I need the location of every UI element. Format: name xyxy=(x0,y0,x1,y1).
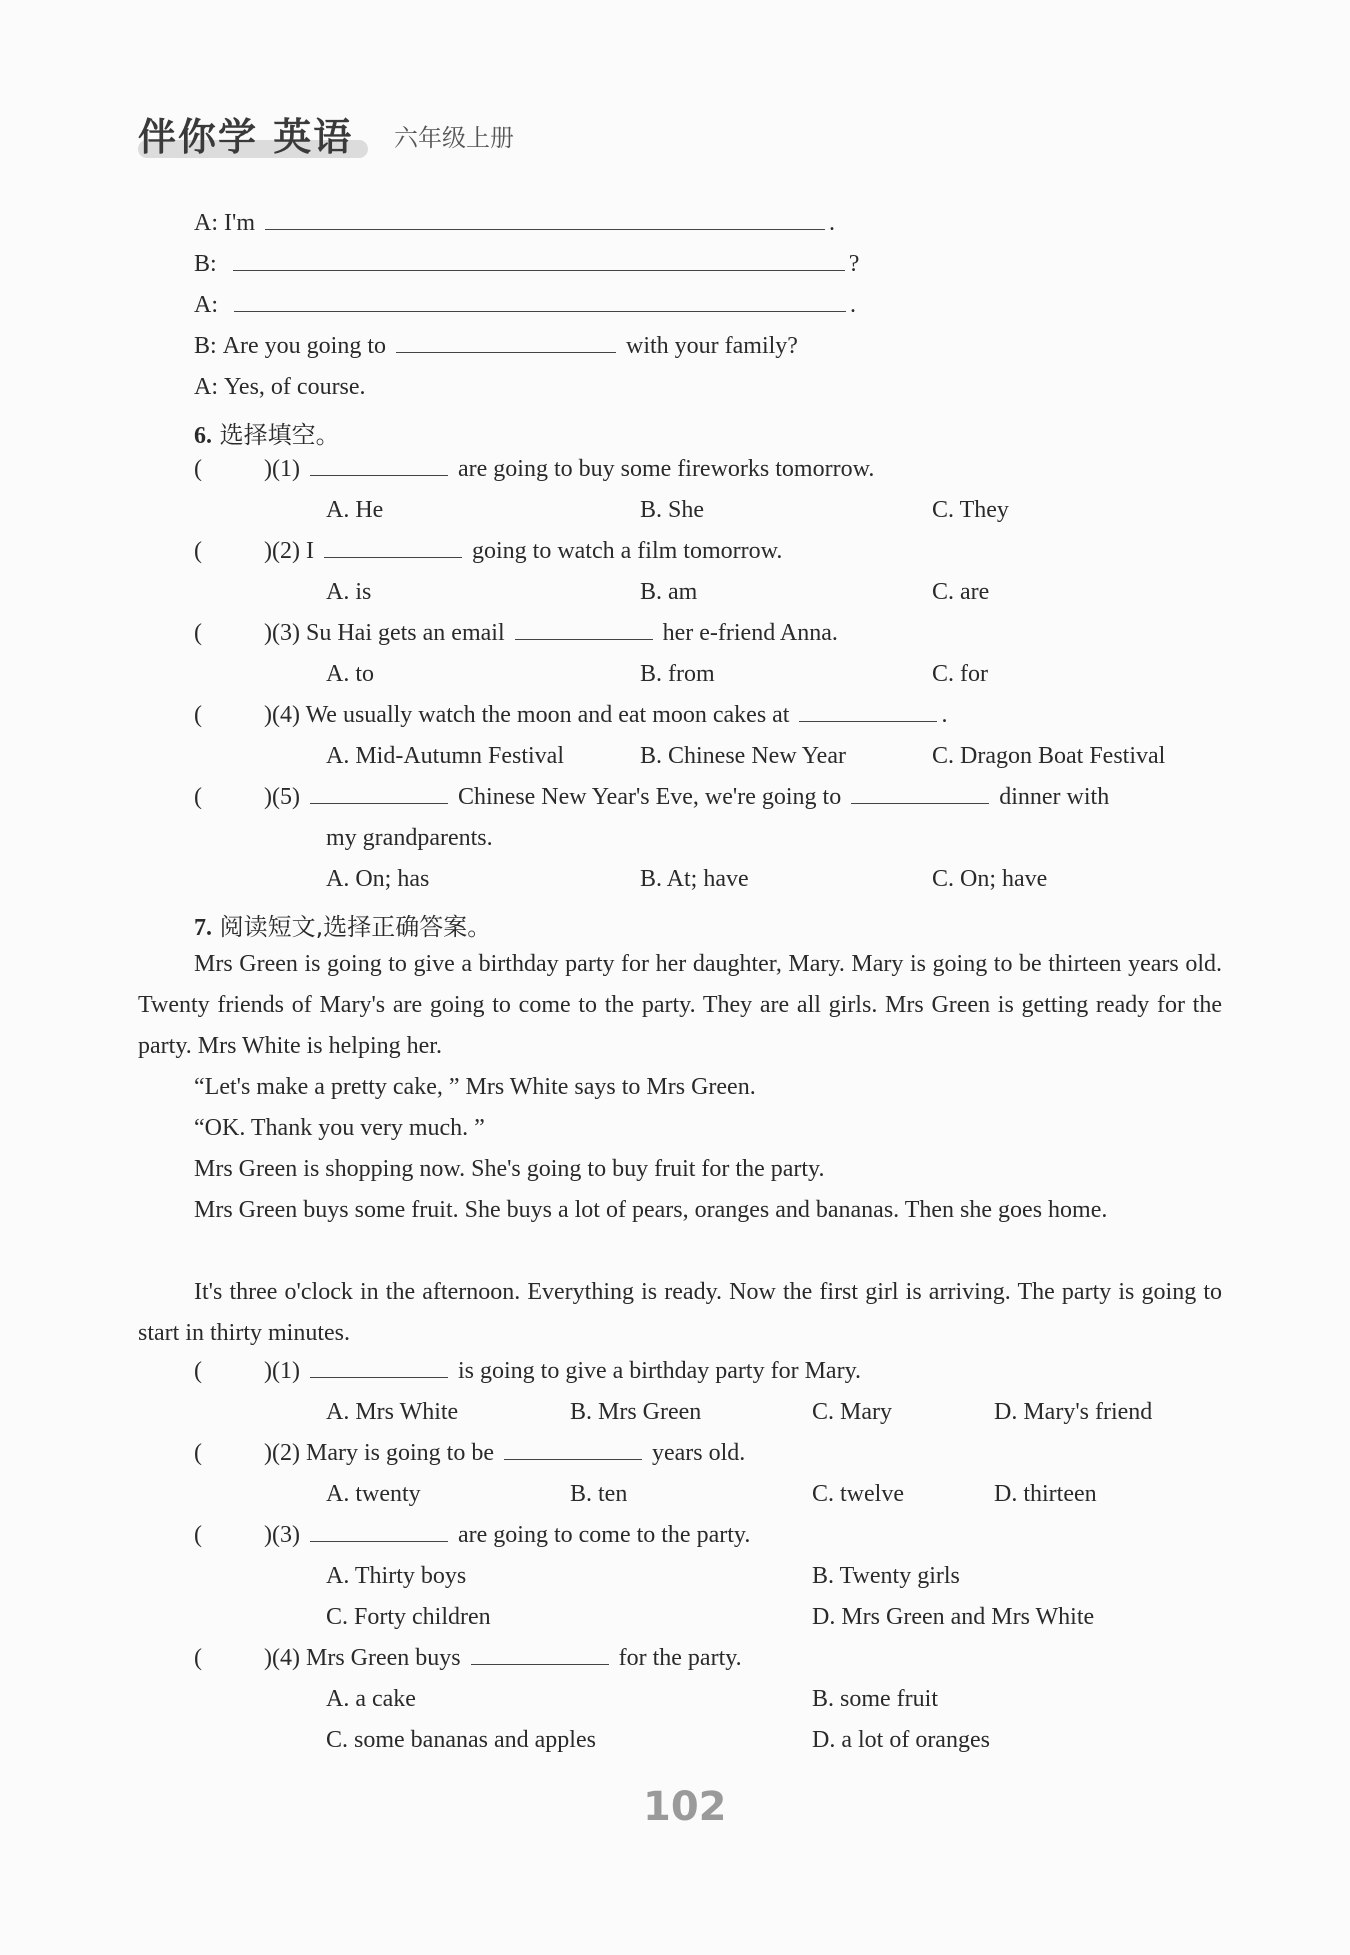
answer-blank[interactable] xyxy=(851,802,989,804)
answer-blank[interactable] xyxy=(310,1540,448,1542)
option[interactable]: A. is xyxy=(326,579,372,605)
option[interactable]: A. On; has xyxy=(326,866,430,892)
option[interactable]: C. They xyxy=(932,497,1009,523)
option[interactable]: A. He xyxy=(326,497,384,523)
option[interactable]: B. She xyxy=(640,497,705,523)
s6-question-4: ( )(4) We usually watch the moon and eat moon cakes at . xyxy=(194,702,948,728)
dialogue-line-4: B: Are you going to with your family? xyxy=(194,333,798,359)
option[interactable]: B. from xyxy=(640,661,715,687)
answer-bracket[interactable] xyxy=(206,1541,260,1542)
s6-question-5: ( )(5) Chinese New Year's Eve, we're going to dinner with xyxy=(194,784,1110,810)
answer-bracket[interactable] xyxy=(206,639,260,640)
answer-bracket[interactable] xyxy=(206,803,260,804)
option[interactable]: C. some bananas and apples xyxy=(326,1727,596,1753)
answer-blank[interactable] xyxy=(799,720,937,722)
passage-paragraph: Mrs Green is going to give a birthday party for her daughter, Mary. Mary is going to be thirteen years old. Twenty friends of Mary's are going to come to the party. They are all girls. Mrs Green is getting ready for the party. Mrs White is helping her. xyxy=(138,951,1222,1059)
passage-paragraph: “Let's make a pretty cake, ” Mrs White says to Mrs Green. xyxy=(194,1074,756,1100)
passage-paragraph: Mrs Green buys some fruit. She buys a lot of pears, oranges and bananas. Then she goes home. xyxy=(194,1197,1108,1223)
answer-blank[interactable] xyxy=(515,638,653,640)
answer-blank[interactable] xyxy=(310,474,448,476)
s6-question-1: ( )(1) are going to buy some fireworks tomorrow. xyxy=(194,456,875,482)
option[interactable]: D. a lot of oranges xyxy=(812,1727,990,1753)
option[interactable]: C. twelve xyxy=(812,1481,904,1507)
dialogue-line-3: A: . xyxy=(194,292,856,318)
s7-question-1: ( )(1) is going to give a birthday party for Mary. xyxy=(194,1358,862,1384)
answer-blank[interactable] xyxy=(310,1376,448,1378)
option[interactable]: B. Chinese New Year xyxy=(640,743,846,769)
option[interactable]: A. Thirty boys xyxy=(326,1563,467,1589)
page-number: 102 xyxy=(643,1784,727,1830)
dialogue-line-2: B: ? xyxy=(194,251,860,277)
answer-blank[interactable] xyxy=(504,1458,642,1460)
answer-bracket[interactable] xyxy=(206,1377,260,1378)
option[interactable]: C. Mary xyxy=(812,1399,892,1425)
option[interactable]: B. ten xyxy=(570,1481,628,1507)
s7-question-3: ( )(3) are going to come to the party. xyxy=(194,1522,751,1548)
s7-question-4: ( )(4) Mrs Green buys for the party. xyxy=(194,1645,742,1671)
option[interactable]: A. Mrs White xyxy=(326,1399,459,1425)
option[interactable]: B. some fruit xyxy=(812,1686,938,1712)
option[interactable]: B. am xyxy=(640,579,698,605)
passage-paragraph: It's three o'clock in the afternoon. Everything is ready. Now the first girl is arriving. The party is going to start in thirty minutes. xyxy=(138,1279,1222,1346)
answer-bracket[interactable] xyxy=(206,721,260,722)
option[interactable]: C. On; have xyxy=(932,866,1048,892)
section-6-heading: 6. 选择填空。 xyxy=(194,421,340,449)
answer-bracket[interactable] xyxy=(206,1664,260,1665)
answer-bracket[interactable] xyxy=(206,557,260,558)
answer-blank[interactable] xyxy=(234,310,846,312)
answer-blank[interactable] xyxy=(233,269,845,271)
answer-bracket[interactable] xyxy=(206,1459,260,1460)
dialogue-line-5: A: Yes, of course. xyxy=(194,374,366,400)
option[interactable]: D. Mary's friend xyxy=(994,1399,1153,1425)
option[interactable]: D. thirteen xyxy=(994,1481,1097,1507)
dialogue-line-1: A: I'm . xyxy=(194,210,835,236)
s7-question-2: ( )(2) Mary is going to be years old. xyxy=(194,1440,746,1466)
question-continuation: my grandparents. xyxy=(326,825,493,851)
answer-blank[interactable] xyxy=(324,556,462,558)
answer-blank[interactable] xyxy=(396,351,616,353)
s6-question-2: ( )(2) I going to watch a film tomorrow. xyxy=(194,538,783,564)
answer-blank[interactable] xyxy=(265,228,825,230)
s6-question-3: ( )(3) Su Hai gets an email her e-friend Anna. xyxy=(194,620,838,646)
option[interactable]: C. for xyxy=(932,661,988,687)
option[interactable]: B. At; have xyxy=(640,866,749,892)
answer-blank[interactable] xyxy=(471,1663,609,1665)
answer-bracket[interactable] xyxy=(206,475,260,476)
option[interactable]: D. Mrs Green and Mrs White xyxy=(812,1604,1095,1630)
option[interactable]: A. a cake xyxy=(326,1686,416,1712)
option[interactable]: B. Mrs Green xyxy=(570,1399,702,1425)
option[interactable]: C. Forty children xyxy=(326,1604,491,1630)
passage-paragraph: “OK. Thank you very much. ” xyxy=(194,1115,485,1141)
book-subtitle: 六年级上册 xyxy=(394,124,514,152)
option[interactable]: B. Twenty girls xyxy=(812,1563,960,1589)
answer-blank[interactable] xyxy=(310,802,448,804)
passage-paragraph: Mrs Green is shopping now. She's going to buy fruit for the party. xyxy=(194,1156,825,1182)
option[interactable]: A. Mid-Autumn Festival xyxy=(326,743,564,769)
option[interactable]: A. to xyxy=(326,661,374,687)
option[interactable]: C. Dragon Boat Festival xyxy=(932,743,1166,769)
option[interactable]: C. are xyxy=(932,579,990,605)
book-title: 伴你学 英语 xyxy=(138,115,354,159)
option[interactable]: A. twenty xyxy=(326,1481,421,1507)
section-7-heading: 7. 阅读短文,选择正确答案。 xyxy=(194,913,492,941)
